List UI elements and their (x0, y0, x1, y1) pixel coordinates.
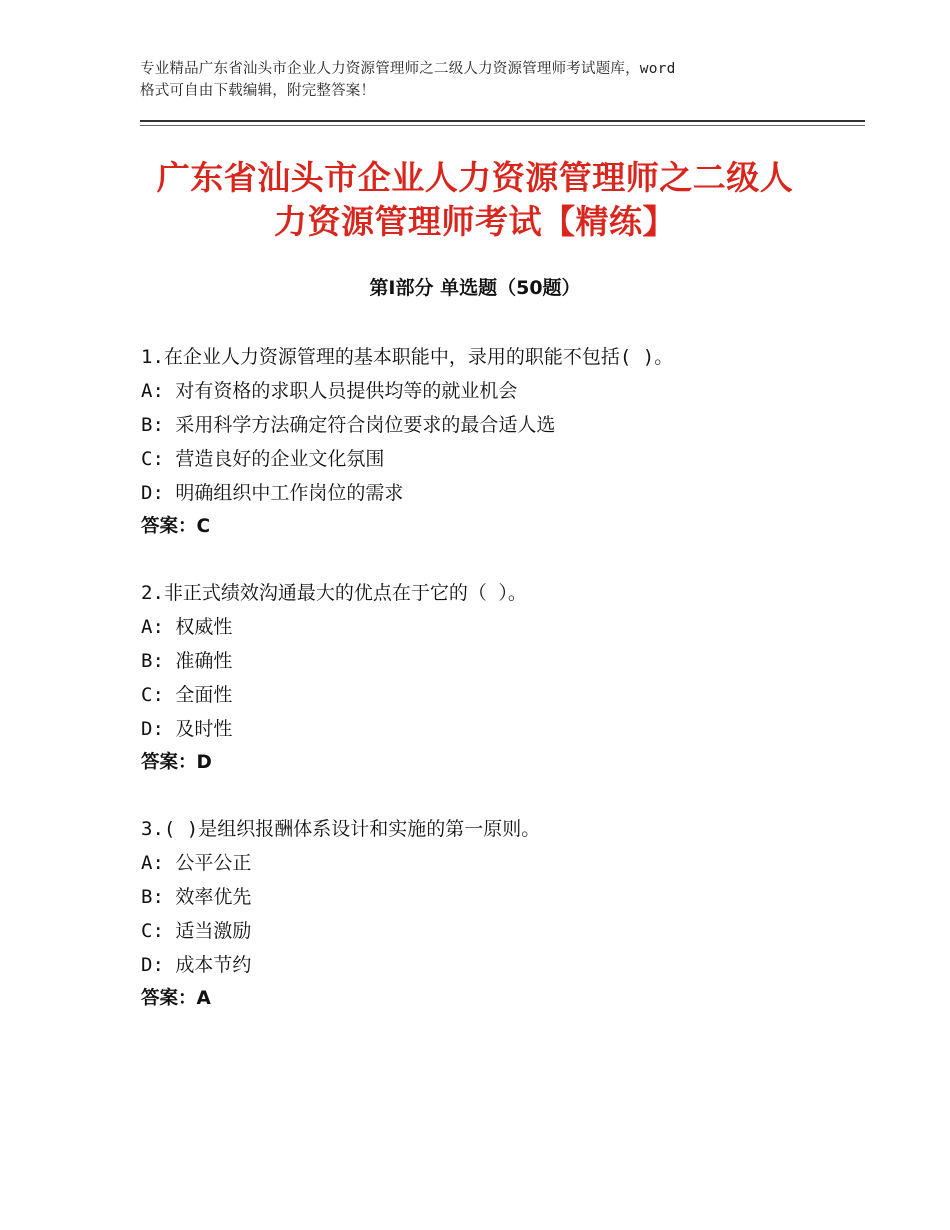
option-c: C: 适当激励 (141, 920, 252, 942)
option-a: A: 公平公正 (141, 852, 252, 874)
option-d: D: 及时性 (141, 718, 233, 740)
option-b: B: 效率优先 (141, 886, 252, 908)
answer: 答案：C (141, 516, 211, 537)
option-d: D: 明确组织中工作岗位的需求 (141, 482, 404, 504)
question-2 (141, 576, 841, 780)
option-a: A: 权威性 (141, 616, 233, 638)
question-list (141, 340, 841, 1048)
question-3 (141, 812, 841, 1016)
document-title-line1: 广东省汕头市企业人力资源管理师之二级人 (156, 158, 794, 197)
question-stem: 3.( )是组织报酬体系设计和实施的第一原则。 (141, 818, 541, 840)
header-divider (140, 120, 865, 122)
document-title-line2: 力资源管理师考试【精练】 (274, 202, 676, 241)
header-note-line1: 专业精品广东省汕头市企业人力资源管理师之二级人力资源管理师考试题库，word (140, 61, 676, 77)
option-b: B: 采用科学方法确定符合岗位要求的最合适人选 (141, 414, 556, 436)
option-c: C: 营造良好的企业文化氛围 (141, 448, 385, 470)
question-stem: 2.非正式绩效沟通最大的优点在于它的（ ）。 (141, 582, 527, 604)
document-title (100, 156, 850, 244)
question-stem: 1.在企业人力资源管理的基本职能中，录用的职能不包括( )。 (141, 346, 674, 368)
answer: 答案：A (141, 988, 211, 1009)
header-divider-thin (140, 125, 865, 126)
option-b: B: 准确性 (141, 650, 233, 672)
answer: 答案：D (141, 752, 212, 773)
option-d: D: 成本节约 (141, 954, 252, 976)
option-c: C: 全面性 (141, 684, 233, 706)
header-note-line2: 格式可自由下载编辑，附完整答案！ (140, 83, 376, 99)
option-a: A: 对有资格的求职人员提供均等的就业机会 (141, 380, 518, 402)
header-note (140, 58, 830, 102)
question-1 (141, 340, 841, 544)
section-title: 第Ⅰ部分 单选题（50题） (369, 277, 581, 299)
